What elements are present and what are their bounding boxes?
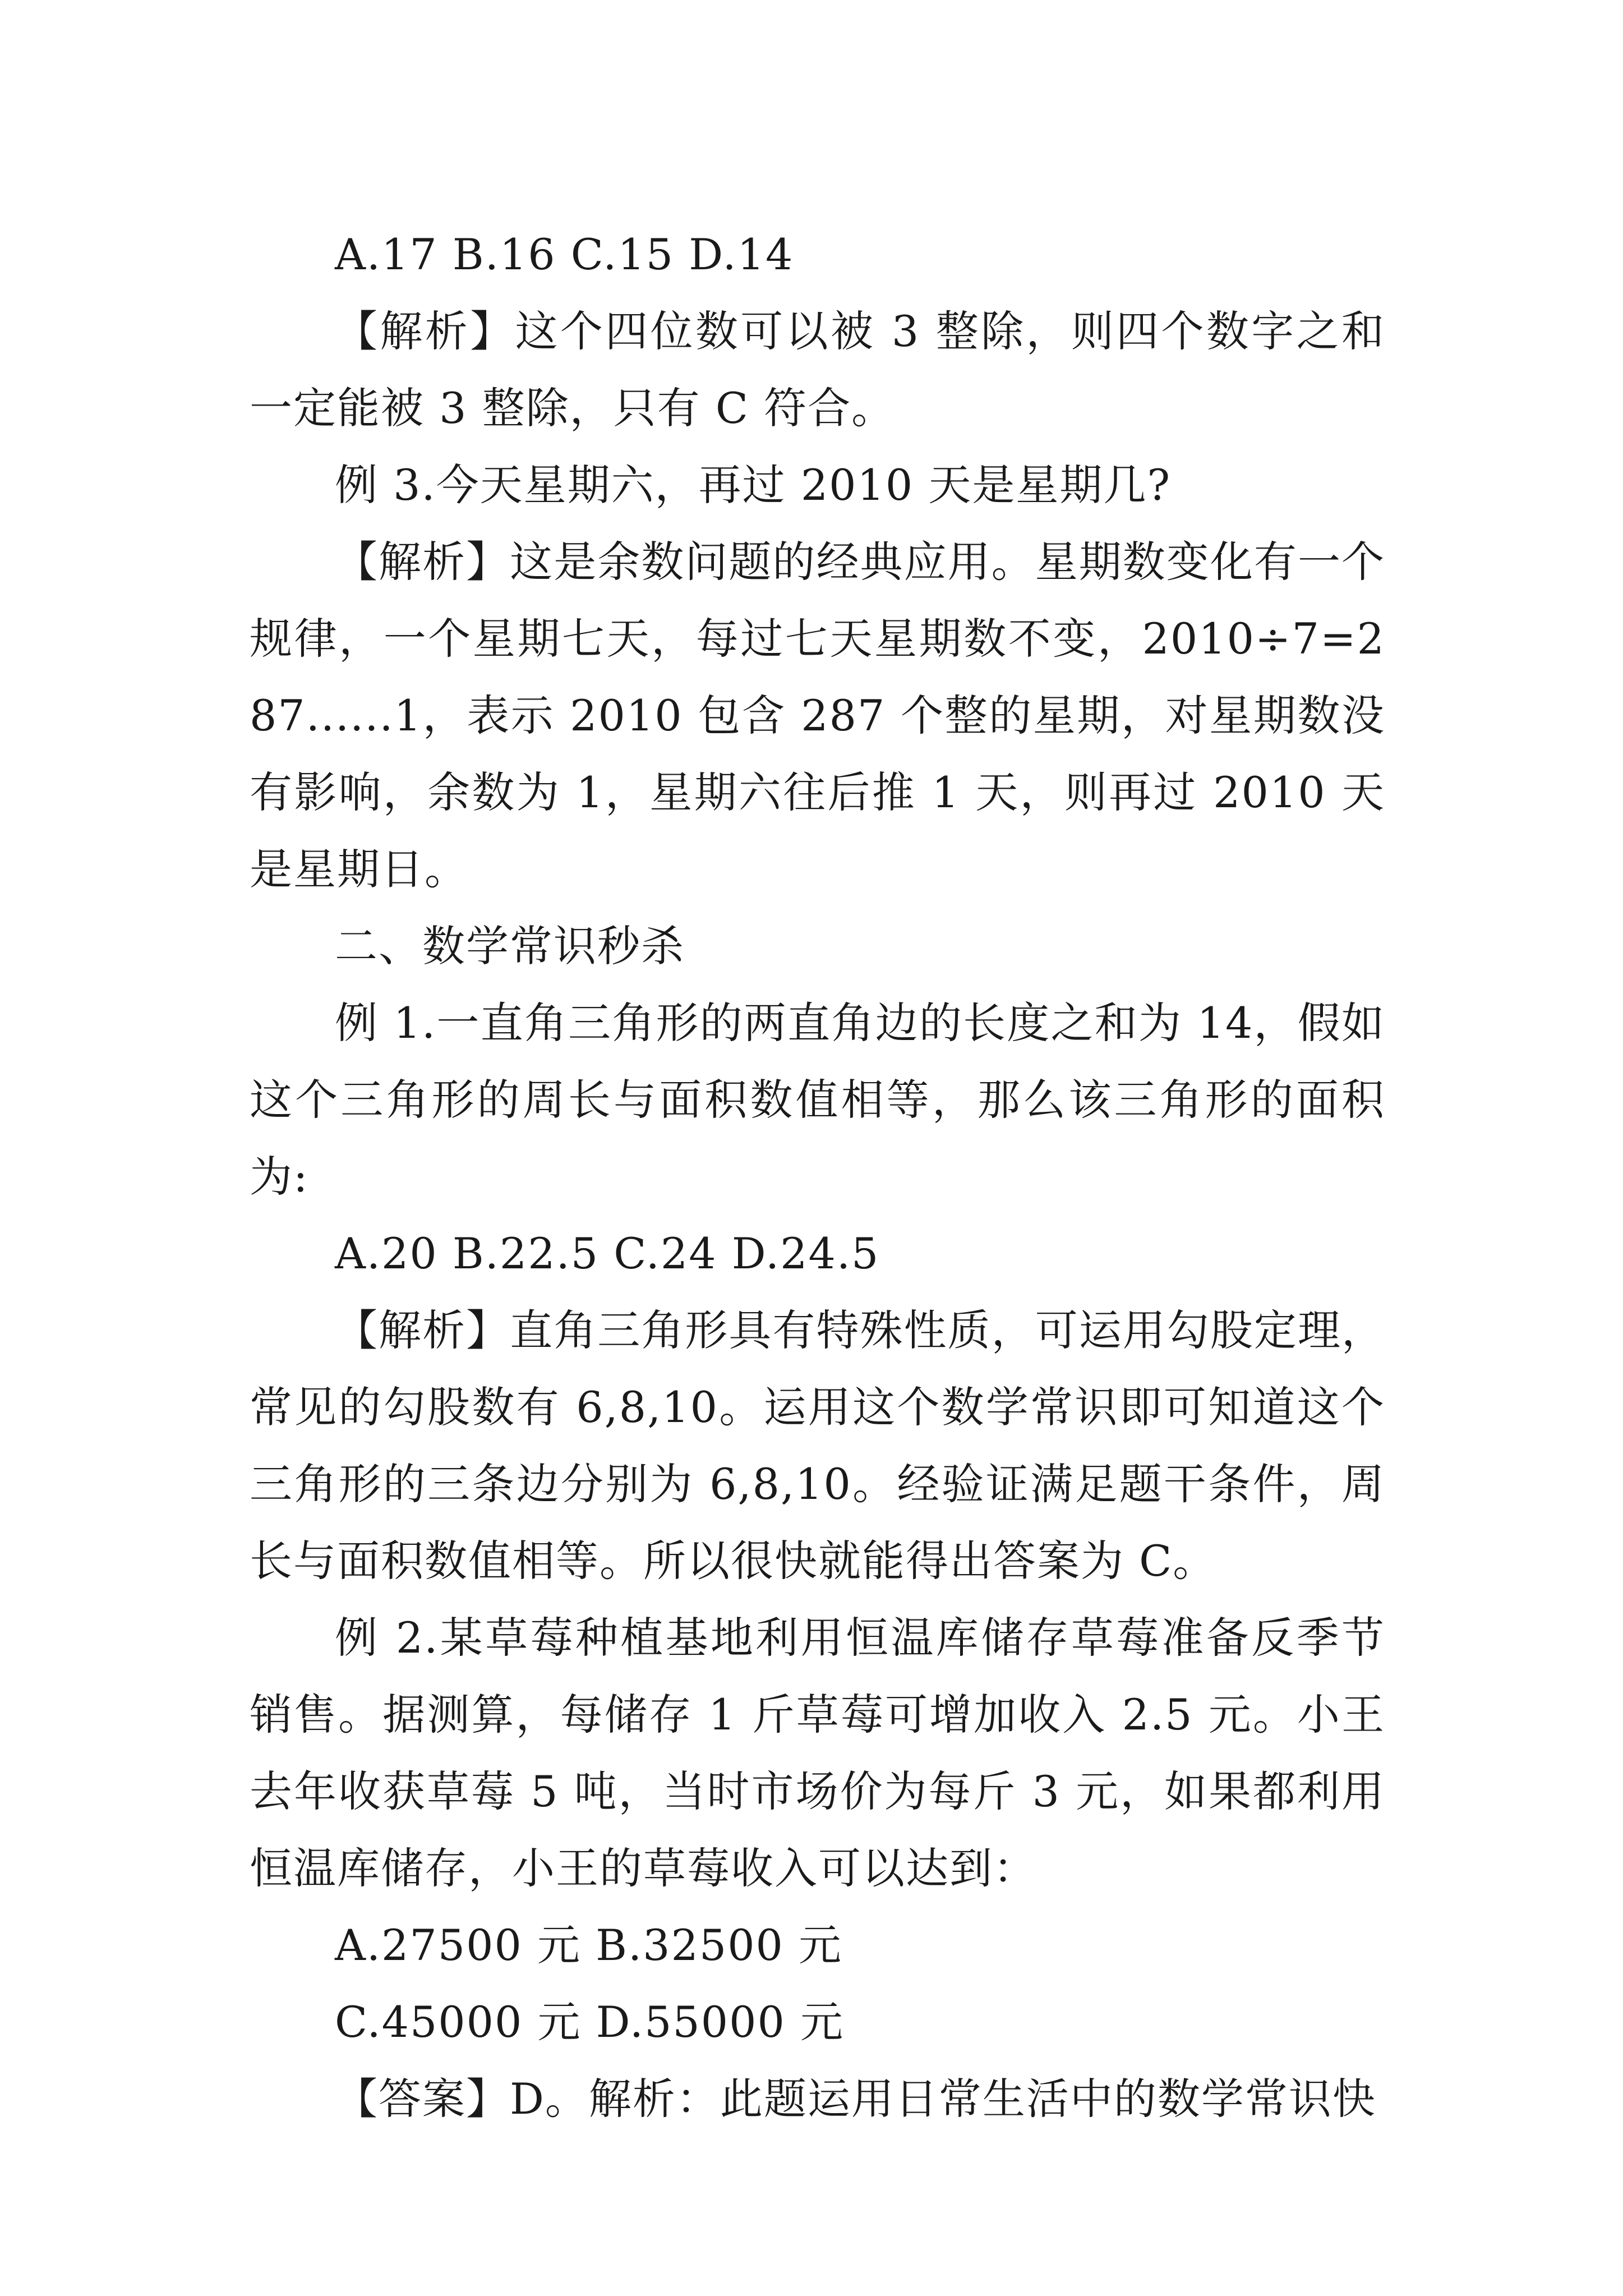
answer-paragraph: 【答案】D。解析：此题运用日常生活中的数学常识快 bbox=[335, 2074, 1376, 2124]
analysis-paragraph: 【解析】直角三角形具有特殊性质，可运用勾股定理，常见的勾股数有 6,8,10。运用这个数学常识即可知道这个三角形的三条边分别为 6,8,10。经验证满足题干条件，周长与面积数值相等。所以很快就能得出答案为 C。 bbox=[250, 1305, 1385, 1586]
options-line: C.45000 元 D.55000 元 bbox=[335, 1997, 844, 2047]
section-heading: 二、数学常识秒杀 bbox=[335, 921, 685, 971]
example-question: 例 1.一直角三角形的两直角边的长度之和为 14，假如这个三角形的周长与面积数值相等，那么该三角形的面积为: bbox=[250, 998, 1385, 1202]
options-line: A.20 B.22.5 C.24 D.24.5 bbox=[335, 1228, 880, 1278]
example-question: 例 2.某草莓种植基地利用恒温库储存草莓准备反季节销售。据测算，每储存 1 斤草莓可增加收入 2.5 元。小王去年收获草莓 5 吨，当时市场价为每斤 3 元，如果都利用恒温库储存，小王的草莓收入可以达到： bbox=[250, 1613, 1385, 1893]
example-question: 例 3.今天星期六，再过 2010 天是星期几? bbox=[335, 460, 1172, 510]
options-line: A.27500 元 B.32500 元 bbox=[335, 1920, 843, 1970]
document-body bbox=[250, 216, 1385, 2137]
analysis-paragraph: 【解析】这个四位数可以被 3 整除，则四个数字之和一定能被 3 整除，只有 C 符合。 bbox=[250, 306, 1385, 433]
analysis-paragraph: 【解析】这是余数问题的经典应用。星期数变化有一个规律，一个星期七天，每过七天星期数不变，2010÷7=287......1，表示 2010 包含 287 个整的星期，对星期数没有影响，余数为 1，星期六往后推 1 天，则再过 2010 天是星期日。 bbox=[250, 537, 1385, 894]
options-line: A.17 B.16 C.15 D.14 bbox=[335, 229, 794, 279]
